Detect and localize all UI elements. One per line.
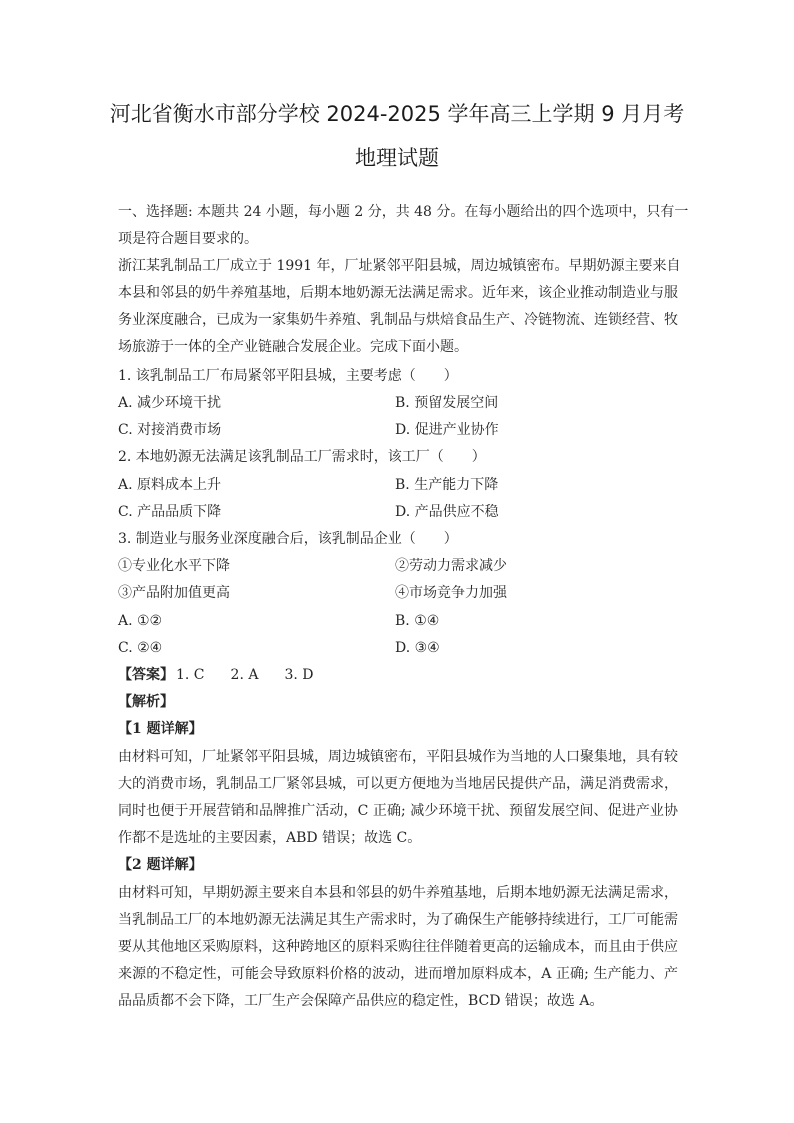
question-2-option-d: D. 产品供应不稳 [395, 504, 499, 520]
question-3-stem: 3. 制造业与服务业深度融合后，该乳制品企业（ ） [118, 531, 458, 547]
question-3-statement-2: ②劳动力需求减少 [395, 558, 507, 574]
question-2-stem: 2. 本地奶源无法满足该乳制品工厂需求时，该工厂（ ） [118, 449, 486, 465]
detail-2-line: 品品质都不会下降，工厂生产会保障产品供应的稳定性，BCD 错误；故选 A。 [118, 993, 604, 1009]
section-intro-line: 项是符合题目要求的。 [118, 231, 258, 247]
question-1-option-b: B. 预留发展空间 [395, 395, 499, 411]
detail-1-line: 由材料可知，厂址紧邻平阳县城，周边城镇密布，平阳县城作为当地的人口聚集地，具有较 [118, 749, 678, 765]
question-1-option-c: C. 对接消费市场 [118, 422, 222, 438]
material-line: 本县和邻县的奶牛养殖基地，后期本地奶源无法满足需求。近年来，该企业推动制造业与服 [118, 285, 678, 301]
question-1-option-d: D. 促进产业协作 [395, 422, 499, 438]
detail-2-line: 由材料可知，早期奶源主要来自本县和邻县的奶牛养殖基地，后期本地奶源无法满足需求， [118, 885, 678, 901]
detail-1-line: 同时也便于开展营销和品牌推广活动，C 正确; 减少环境干扰、预留发展空间、促进产业协 [118, 803, 678, 819]
analysis-label: 【解析】 [118, 694, 174, 710]
detail-1-line: 作都不是选址的主要因素，ABD 错误；故选 C。 [118, 830, 422, 846]
material-line: 务业深度融合，已成为一家集奶牛养殖、乳制品与烘焙食品生产、冷链物流、连锁经营、牧 [118, 312, 678, 328]
detail-2-label: 【2 题详解】 [118, 857, 203, 873]
section-intro-line: 一、选择题: 本题共 24 小题，每小题 2 分，共 48 分。在每小题给出的四个选项中，只有一 [118, 204, 689, 220]
detail-1-label: 【1 题详解】 [118, 721, 203, 737]
question-3-option-d: D. ③④ [395, 640, 440, 656]
document-subtitle: 地理试题 [355, 146, 439, 170]
question-3-statement-4: ④市场竞争力加强 [395, 585, 507, 601]
answer-3: 3. D [284, 667, 314, 683]
detail-2-line: 要从其他地区采购原料，这种跨地区的原料采购往往伴随着更高的运输成本，而且由于供应 [118, 939, 678, 955]
detail-2-line: 当乳制品工厂的本地奶源无法满足其生产需求时，为了确保生产能够持续进行，工厂可能需 [118, 912, 678, 928]
answer-1: 1. C [176, 667, 205, 683]
question-3-option-c: C. ②④ [118, 640, 163, 656]
question-3-statement-3: ③产品附加值更高 [118, 585, 230, 601]
answer-line [118, 665, 340, 685]
question-3-option-a: A. ①② [118, 613, 163, 629]
material-line: 场旅游于一体的全产业链融合发展企业。完成下面小题。 [118, 339, 468, 355]
question-2-option-c: C. 产品品质下降 [118, 504, 222, 520]
material-line: 浙江某乳制品工厂成立于 1991 年，厂址紧邻平阳县城，周边城镇密布。早期奶源主要来自 [118, 258, 681, 274]
detail-1-line: 大的消费市场，乳制品工厂紧邻县城，可以更方便地为当地居民提供产品，满足消费需求， [118, 776, 678, 792]
question-1-option-a: A. 减少环境干扰 [118, 395, 222, 411]
answer-2: 2. A [230, 667, 259, 683]
question-1-stem: 1. 该乳制品工厂布局紧邻平阳县城，主要考虑（ ） [118, 368, 458, 384]
answer-label: 【答案】 [118, 667, 174, 683]
question-3-option-b: B. ①④ [395, 613, 440, 629]
detail-2-line: 来源的不稳定性，可能会导致原料价格的波动，进而增加原料成本，A 正确; 生产能力、产 [118, 966, 678, 982]
question-3-statement-1: ①专业化水平下降 [118, 558, 230, 574]
question-2-option-b: B. 生产能力下降 [395, 477, 499, 493]
question-2-option-a: A. 原料成本上升 [118, 477, 222, 493]
document-title: 河北省衡水市部分学校 2024-2025 学年高三上学期 9 月月考 [109, 102, 685, 126]
